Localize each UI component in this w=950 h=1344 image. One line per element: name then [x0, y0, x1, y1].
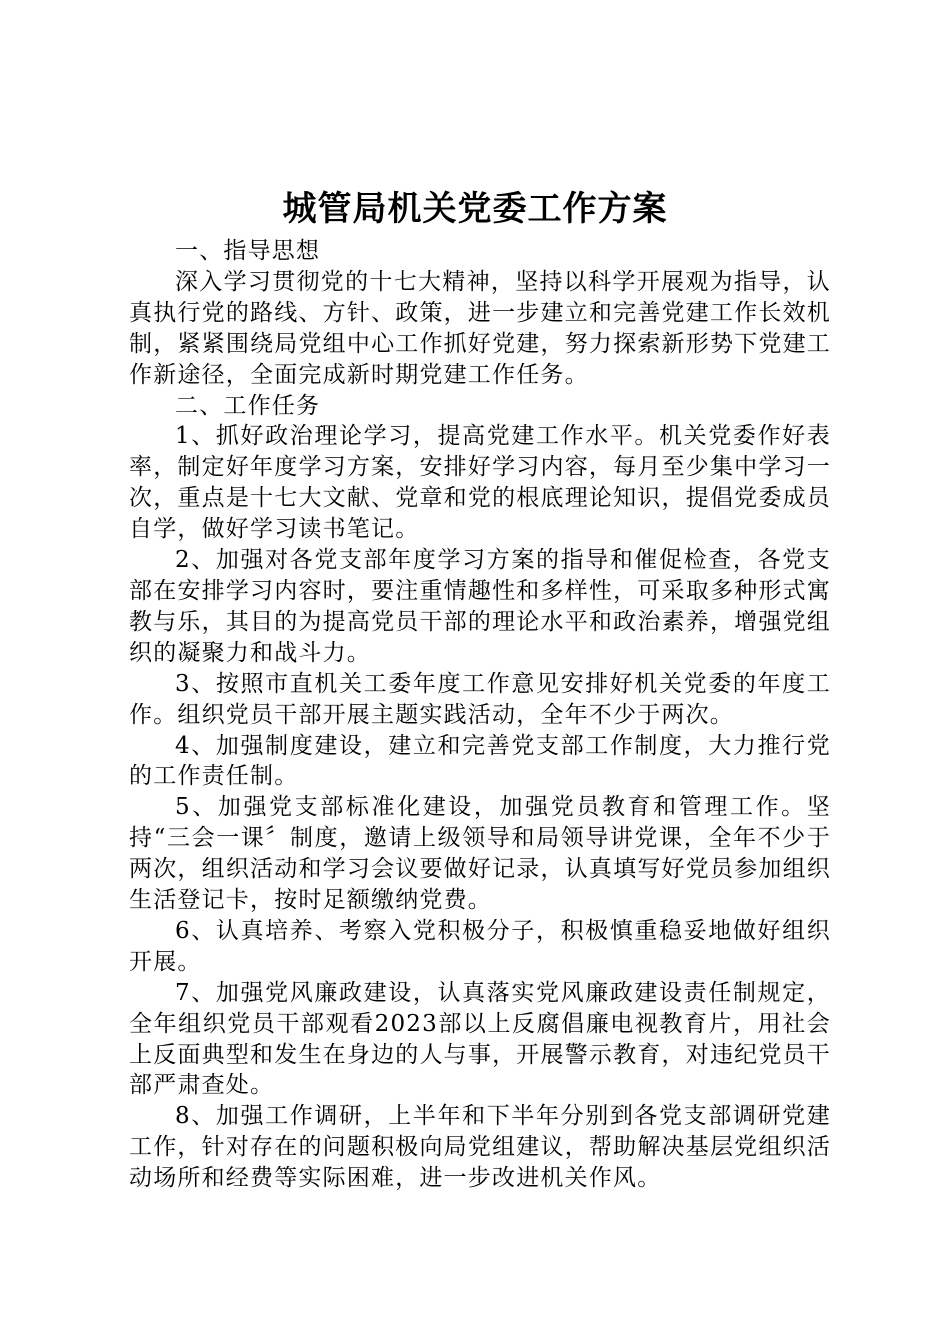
task-paragraph-5: 5、加强党支部标准化建设，加强党员教育和管理工作。坚持“三会一课〞制度，邀请上级领导和局领导讲党课，全年不少于两次，组织活动和学习会议要做好记录，认真填写好党员参加组织生活登记卡，按时足额缴纳党费。	[129, 794, 831, 914]
task-paragraph-1: 1、抓好政治理论学习，提高党建工作水平。机关党委作好表率，制定好年度学习方案，安排好学习内容，每月至少集中学习一次，重点是十七大文献、党章和党的根底理论知识，提倡党委成员自学，做好学习读书笔记。	[129, 423, 831, 543]
section-heading-guiding-ideology: 一、指导思想	[175, 238, 321, 264]
task-paragraph-3: 3、按照市直机关工委年度工作意见安排好机关党委的年度工作。组织党员干部开展主题实践活动，全年不少于两次。	[129, 670, 831, 728]
task-paragraph-2: 2、加强对各党支部年度学习方案的指导和催促检查，各党支部在安排学习内容时，要注重情趣性和多样性，可采取多种形式寓教与乐，其目的为提高党员干部的理论水平和政治素养，增强党组织的凝聚力和战斗力。	[129, 547, 831, 666]
task-paragraph-4: 4、加强制度建设，建立和完善党支部工作制度，大力推行党的工作责任制。	[129, 732, 831, 790]
task-paragraph-7: 7、加强党风廉政建设，认真落实党风廉政建设责任制规定，全年组织党员干部观看2023部以上反腐倡廉电视教育片，用社会上反面典型和发生在身边的人与事，开展警示教育，对违纪党员干部严肃查处。	[129, 979, 831, 1099]
document-title: 城管局机关党委工作方案	[282, 189, 668, 229]
document-body	[129, 236, 831, 1194]
task-paragraph-8: 8、加强工作调研，上半年和下半年分别到各党支部调研党建工作，针对存在的问题积极向局党组建议，帮助解决基层党组织活动场所和经费等实际困难，进一步改进机关作风。	[129, 1103, 831, 1192]
section-heading-work-tasks: 二、工作任务	[175, 392, 321, 419]
task-paragraph-6: 6、认真培养、考察入党积极分子，积极慎重稳妥地做好组织开展。	[129, 917, 831, 975]
paragraph-guiding-ideology: 深入学习贯彻党的十七大精神，坚持以科学开展观为指导，认真执行党的路线、方针、政策，进一步建立和完善党建工作长效机制，紧紧围绕局党组中心工作抓好党建，努力探索新形势下党建工作新途径，全面完成新时期党建工作任务。	[129, 268, 831, 388]
